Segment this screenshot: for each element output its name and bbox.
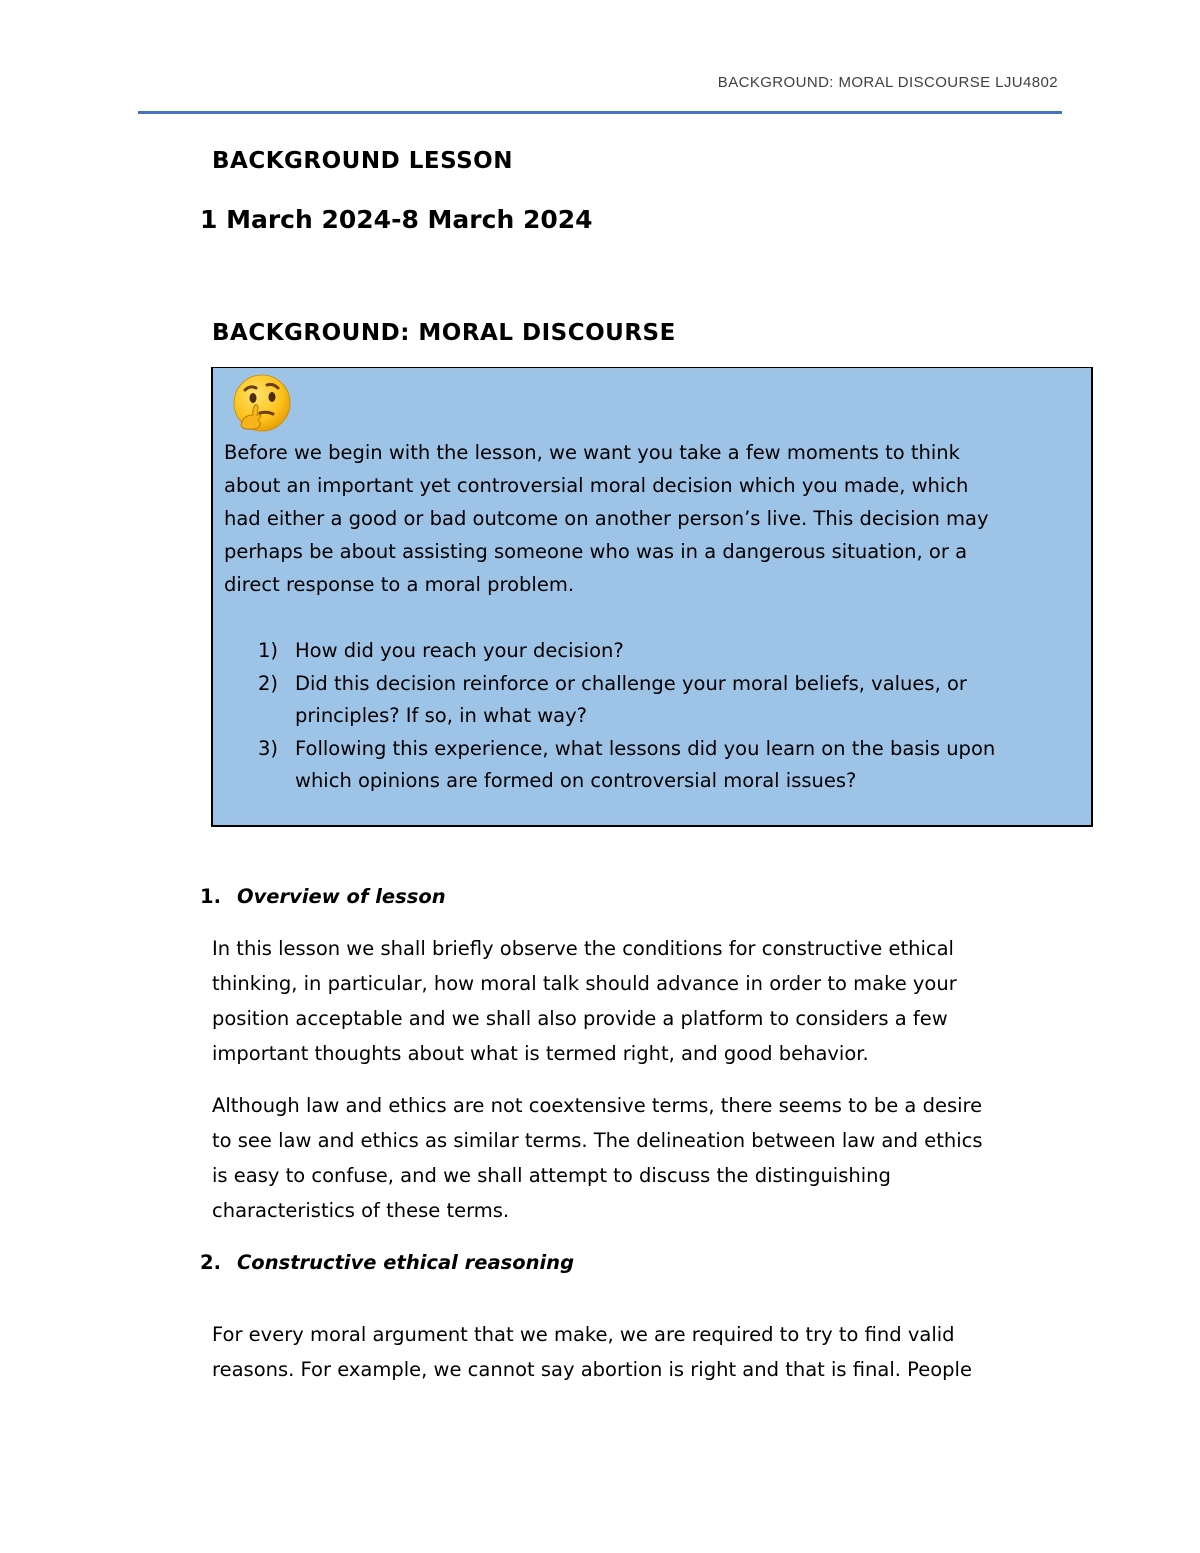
section-heading-text: Overview of lesson: [237, 885, 446, 908]
reflection-intro: [224, 436, 1084, 601]
paragraph-line: characteristics of these terms.: [212, 1199, 510, 1222]
paragraph-line: position acceptable and we shall also provide a platform to considers a few: [212, 1007, 948, 1030]
lesson-date-range: 1 March 2024-8 March 2024: [200, 205, 593, 234]
lesson-title: BACKGROUND LESSON: [212, 148, 513, 174]
paragraph-line: thinking, in particular, how moral talk should advance in order to make your: [212, 972, 957, 995]
reflection-questions: [224, 635, 1084, 798]
question-line: principles? If so, in what way?: [295, 704, 587, 727]
question-number: 1): [258, 639, 279, 662]
paragraph-overview-1: [212, 931, 1058, 1071]
paragraph-line: For every moral argument that we make, we are required to try to find valid: [212, 1323, 955, 1346]
paragraph-overview-2: [212, 1088, 1058, 1228]
intro-line: Before we begin with the lesson, we want you take a few moments to think: [224, 441, 960, 464]
intro-line: perhaps be about assisting someone who was in a dangerous situation, or a: [224, 540, 968, 563]
section-heading-text: Constructive ethical reasoning: [237, 1251, 575, 1274]
running-header: BACKGROUND: MORAL DISCOURSE LJU4802: [717, 74, 1058, 91]
paragraph-line: Although law and ethics are not coextensive terms, there seems to be a desire: [212, 1094, 983, 1117]
section-number: 1.: [200, 885, 221, 908]
paragraph-reasoning-1: [212, 1317, 1058, 1387]
thinking-face-icon: [227, 373, 295, 433]
paragraph-line: important thoughts about what is termed right, and good behavior.: [212, 1042, 869, 1065]
question-item: [224, 635, 1084, 668]
paragraph-line: is easy to confuse, and we shall attempt to discuss the distinguishing: [212, 1164, 891, 1187]
question-item: [224, 733, 1084, 798]
intro-line: direct response to a moral problem.: [224, 573, 575, 596]
paragraph-line: In this lesson we shall briefly observe the conditions for constructive ethical: [212, 937, 954, 960]
section-heading-overview: [200, 885, 446, 908]
section-number: 2.: [200, 1251, 221, 1274]
header-rule: [138, 111, 1062, 114]
paragraph-line: reasons. For example, we cannot say abortion is right and that is final. People: [212, 1358, 972, 1381]
question-item: [224, 668, 1084, 733]
question-line: How did you reach your decision?: [295, 639, 624, 662]
question-number: 3): [258, 736, 279, 760]
paragraph-line: to see law and ethics as similar terms. The delineation between law and ethics: [212, 1129, 983, 1152]
section-title: BACKGROUND: MORAL DISCOURSE: [212, 320, 676, 346]
question-line: which opinions are formed on controversial moral issues?: [295, 769, 857, 792]
question-line: Did this decision reinforce or challenge your moral beliefs, values, or: [295, 671, 967, 695]
question-line: Following this experience, what lessons did you learn on the basis upon: [295, 736, 996, 760]
reflection-box: [211, 367, 1093, 827]
section-heading-reasoning: [200, 1251, 574, 1274]
intro-line: about an important yet controversial moral decision which you made, which: [224, 474, 969, 497]
question-number: 2): [258, 671, 279, 695]
intro-line: had either a good or bad outcome on another person’s live. This decision may: [224, 507, 989, 530]
